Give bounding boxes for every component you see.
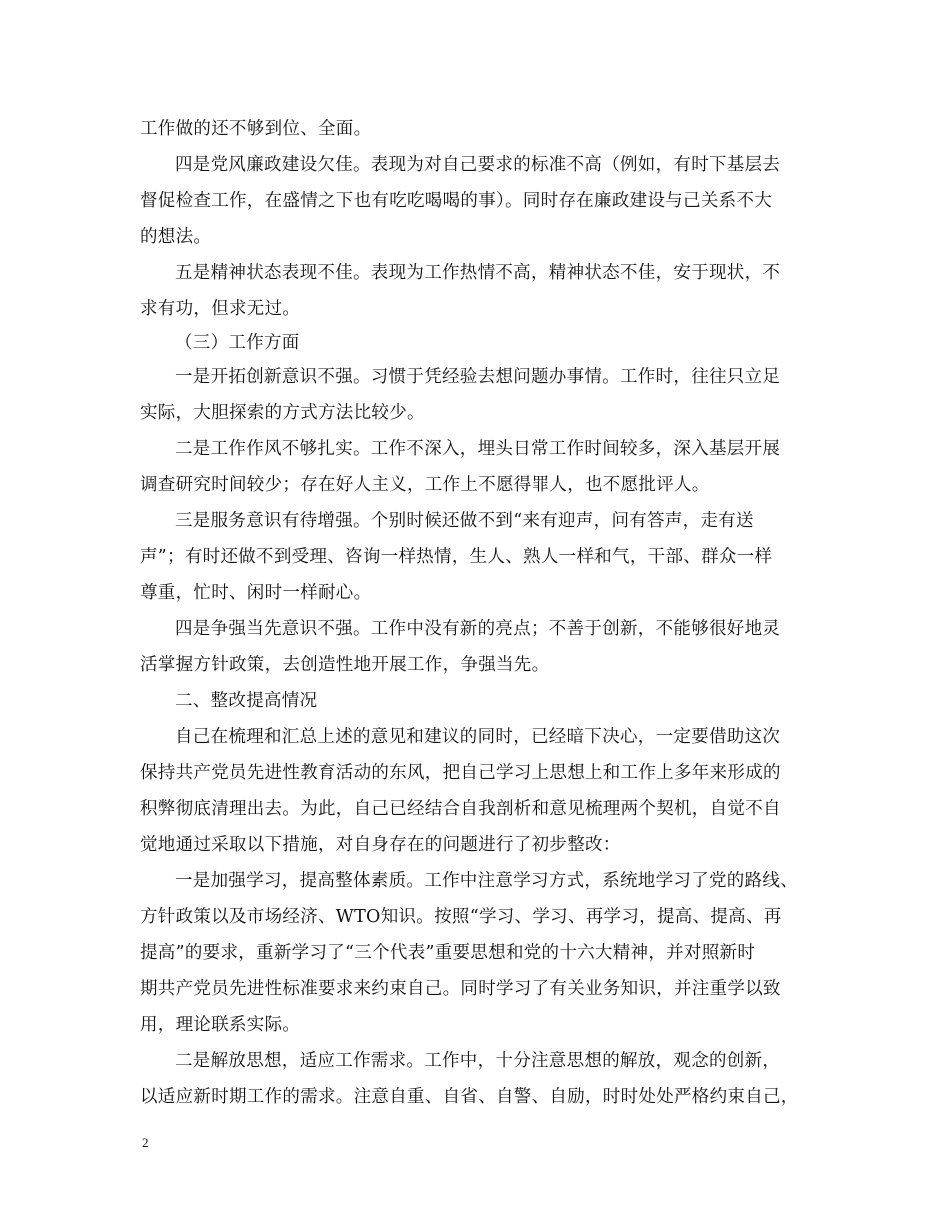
text-line: 工作做的还不够到位、全面。 xyxy=(140,119,372,139)
text-line: 四是争强当先意识不强。工作中没有新的亮点；不善于创新，不能够很好地灵 xyxy=(175,619,781,639)
text-line: 实际，大胆探索的方式方法比较少。 xyxy=(140,403,425,423)
page-number: 2 xyxy=(142,1135,149,1150)
text-line: 一是开拓创新意识不强。习惯于凭经验去想问题办事情。工作时，往往只立足 xyxy=(175,367,781,387)
section-heading: （三）工作方面 xyxy=(175,333,300,353)
text-line: 的想法。 xyxy=(140,227,212,247)
text-line: 积弊彻底清理出去。为此，自己已经结合自我剖析和意见梳理两个契机，自觉不自 xyxy=(140,799,781,819)
text-line: 督促检查工作，在盛情之下也有吃吃喝喝的事）。同时存在廉政建设与己关系不大 xyxy=(140,191,773,211)
text-line: 期共产党员先进性标准要求来约束自己。同时学习了有关业务知识，并注重学以致 xyxy=(140,979,781,999)
text-line: 活掌握方针政策，去创造性地开展工作，争强当先。 xyxy=(140,655,550,675)
text-line: 二是工作作风不够扎实。工作不深入，埋头日常工作时间较多，深入基层开展 xyxy=(175,439,781,459)
text-line: 觉地通过采取以下措施，对自身存在的问题进行了初步整改： xyxy=(140,835,621,855)
text-line: 提高”的要求，重新学习了“三个代表”重要思想和党的十六大精神，并对照新时 xyxy=(140,943,756,963)
text-line: 声”；有时还做不到受理、咨询一样热情，生人、熟人一样和气，干部、群众一样 xyxy=(140,547,773,567)
text-line: 调查研究时间较少；存在好人主义，工作上不愿得罪人，也不愿批评人。 xyxy=(140,475,710,495)
text-line: 用，理论联系实际。 xyxy=(140,1015,301,1035)
text-line: 三是服务意识有待增强。个别时候还做不到“来有迎声，问有答声，走有送 xyxy=(175,511,754,531)
text-line: 方针政策以及市场经济、WTO知识。按照“学习、学习、再学习，提高、提高、再 xyxy=(140,907,782,927)
text-line: 以适应新时期工作的需求。注意自重、自省、自警、自励，时时处处严格约束自己， xyxy=(140,1087,799,1107)
text-line: 一是加强学习，提高整体素质。工作中注意学习方式，系统地学习了党的路线、 xyxy=(175,871,798,891)
text-line: 求有功，但求无过。 xyxy=(140,299,301,319)
text-line: 自己在梳理和汇总上述的意见和建议的同时，已经暗下决心，一定要借助这次 xyxy=(175,727,781,747)
text-line: 尊重，忙时、闲时一样耐心。 xyxy=(140,583,372,603)
text-line: 五是精神状态表现不佳。表现为工作热情不高，精神状态不佳，安于现状，不 xyxy=(175,263,781,283)
text-line: 二是解放思想，适应工作需求。工作中，十分注意思想的解放，观念的创新， xyxy=(175,1051,781,1071)
text-line: 四是党风廉政建设欠佳。表现为对自己要求的标准不高（例如，有时下基层去 xyxy=(175,155,781,175)
section-heading: 二、整改提高情况 xyxy=(175,691,318,711)
text-line: 保持共产党员先进性教育活动的东风，把自己学习上思想上和工作上多年来形成的 xyxy=(140,763,781,783)
